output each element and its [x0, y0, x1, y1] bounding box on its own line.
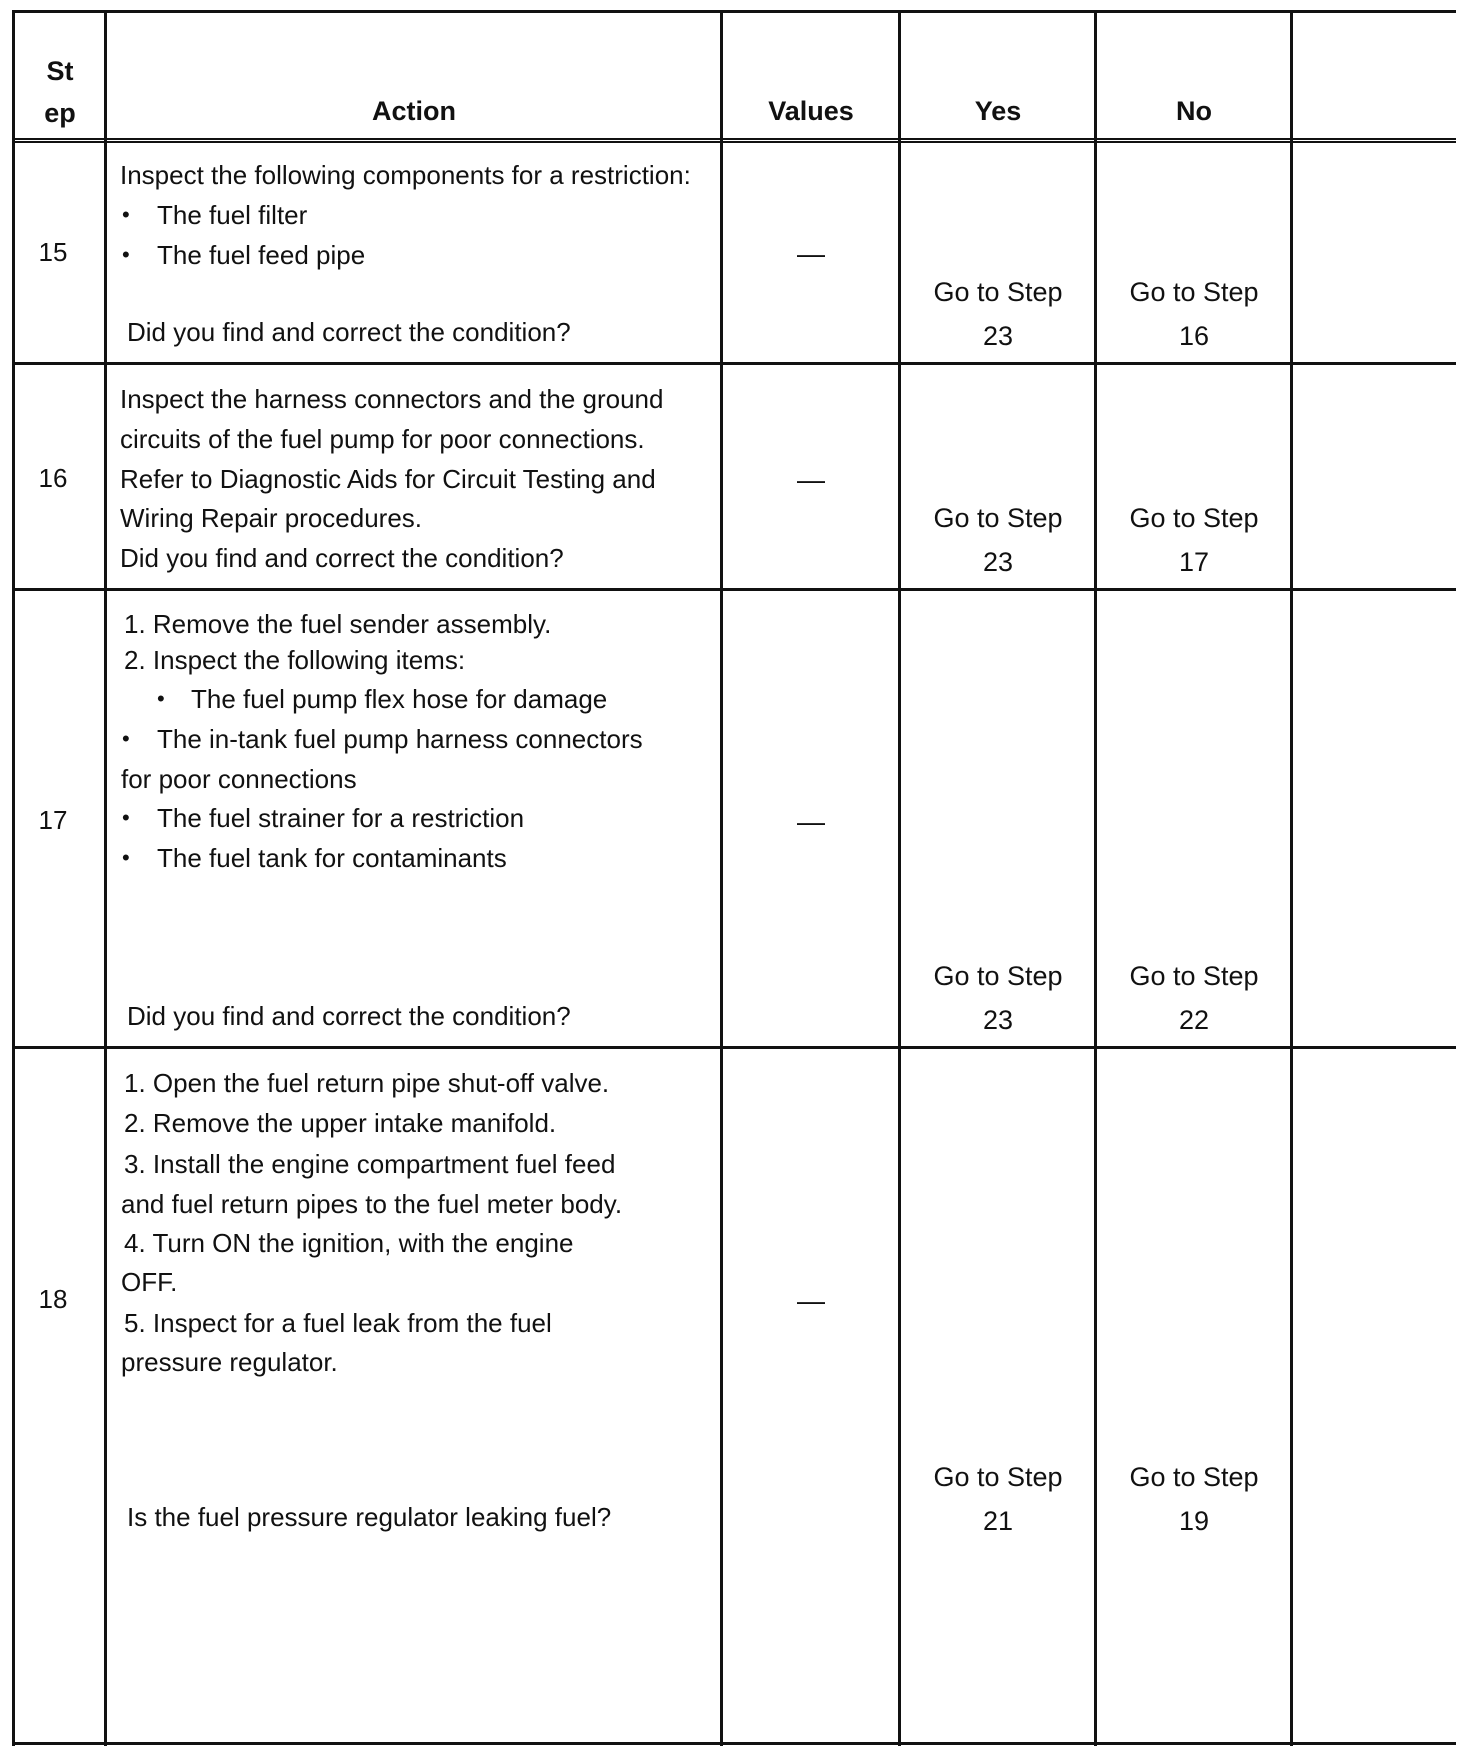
action-line: circuits of the fuel pump for poor connections. — [120, 424, 645, 454]
header-divider — [12, 138, 1456, 143]
action-line: The fuel pump flex hose for damage — [191, 684, 608, 714]
no-label: Go to Step — [1129, 503, 1259, 533]
yes-step: 23 — [982, 1005, 1014, 1035]
action-question: Did you find and correct the condition? — [120, 543, 564, 573]
action-line: The fuel feed pipe — [157, 240, 366, 270]
no-cell — [1096, 496, 1292, 584]
bullet-icon: • — [122, 845, 130, 870]
yes-label: Go to Step — [933, 277, 1063, 307]
action-line: 4. Turn ON the ignition, with the engine — [124, 1228, 574, 1258]
values-cell: — — [797, 238, 825, 269]
yes-cell — [900, 1455, 1096, 1543]
yes-label: Go to Step — [933, 1462, 1063, 1492]
action-line: Inspect the following components for a restriction: — [120, 160, 691, 190]
bullet-icon: • — [157, 686, 165, 711]
yes-step: 21 — [982, 1506, 1014, 1536]
yes-cell — [900, 496, 1096, 584]
yes-step: 23 — [982, 547, 1014, 577]
header-no: No — [1176, 96, 1212, 126]
action-line: Refer to Diagnostic Aids for Circuit Testing and — [120, 464, 656, 494]
action-line: 2. Inspect the following items: — [124, 645, 466, 675]
step-number: 17 — [38, 805, 68, 835]
step-number: 15 — [38, 237, 68, 267]
column-divider-step — [104, 10, 107, 1746]
action-question: Did you find and correct the condition? — [127, 317, 571, 347]
column-divider-action — [720, 10, 723, 1746]
action-line: The fuel tank for contaminants — [157, 843, 507, 873]
values-cell: — — [797, 806, 825, 837]
no-cell — [1096, 270, 1292, 358]
bullet-icon: • — [122, 242, 130, 267]
action-line: 1. Remove the fuel sender assembly. — [124, 609, 552, 639]
no-label: Go to Step — [1129, 961, 1259, 991]
action-line: 2. Remove the upper intake manifold. — [124, 1108, 557, 1138]
no-step: 22 — [1178, 1005, 1210, 1035]
no-label: Go to Step — [1129, 1462, 1259, 1492]
action-line: pressure regulator. — [121, 1347, 338, 1377]
action-line: Wiring Repair procedures. — [120, 503, 423, 533]
yes-label: Go to Step — [933, 503, 1063, 533]
row-divider-16 — [12, 588, 1456, 591]
yes-label: Go to Step — [933, 961, 1063, 991]
no-label: Go to Step — [1129, 277, 1259, 307]
table-border-bottom — [12, 1742, 1456, 1745]
row-divider-15 — [12, 362, 1456, 365]
table-border-top — [12, 10, 1456, 13]
bullet-icon: • — [122, 726, 130, 751]
row-divider-17 — [12, 1046, 1456, 1049]
yes-step: 23 — [982, 321, 1014, 351]
header-step-line-2: ep — [44, 98, 76, 128]
action-line: The in-tank fuel pump harness connectors — [157, 724, 643, 754]
table-border-left — [12, 10, 15, 1746]
action-line: and fuel return pipes to the fuel meter body. — [121, 1189, 623, 1219]
bullet-icon: • — [122, 202, 130, 227]
no-cell — [1096, 954, 1292, 1042]
bullet-icon: • — [122, 805, 130, 830]
no-step: 17 — [1178, 547, 1210, 577]
action-line: 1. Open the fuel return pipe shut-off valve. — [124, 1068, 610, 1098]
values-cell: — — [797, 1285, 825, 1316]
step-number: 18 — [38, 1284, 68, 1314]
no-step: 16 — [1178, 321, 1210, 351]
action-line: for poor connections — [121, 764, 357, 794]
action-line: The fuel filter — [157, 200, 308, 230]
header-step-full — [14, 50, 106, 134]
yes-cell — [900, 954, 1096, 1042]
yes-cell — [900, 270, 1096, 358]
header-step-line-1: St — [46, 56, 74, 86]
no-cell — [1096, 1455, 1292, 1543]
header-yes: Yes — [974, 96, 1022, 126]
header-values: Values — [768, 96, 854, 126]
no-step: 19 — [1178, 1506, 1210, 1536]
action-line: The fuel strainer for a restriction — [157, 803, 525, 833]
action-question: Did you find and correct the condition? — [127, 1001, 571, 1031]
action-line: OFF. — [121, 1267, 178, 1297]
action-line: 5. Inspect for a fuel leak from the fuel — [124, 1308, 552, 1338]
action-line: 3. Install the engine compartment fuel feed — [124, 1149, 616, 1179]
values-cell: — — [797, 464, 825, 495]
action-line: Inspect the harness connectors and the ground — [120, 384, 664, 414]
action-question: Is the fuel pressure regulator leaking fuel? — [127, 1502, 612, 1532]
step-number: 16 — [38, 463, 68, 493]
header-action: Action — [372, 96, 456, 126]
